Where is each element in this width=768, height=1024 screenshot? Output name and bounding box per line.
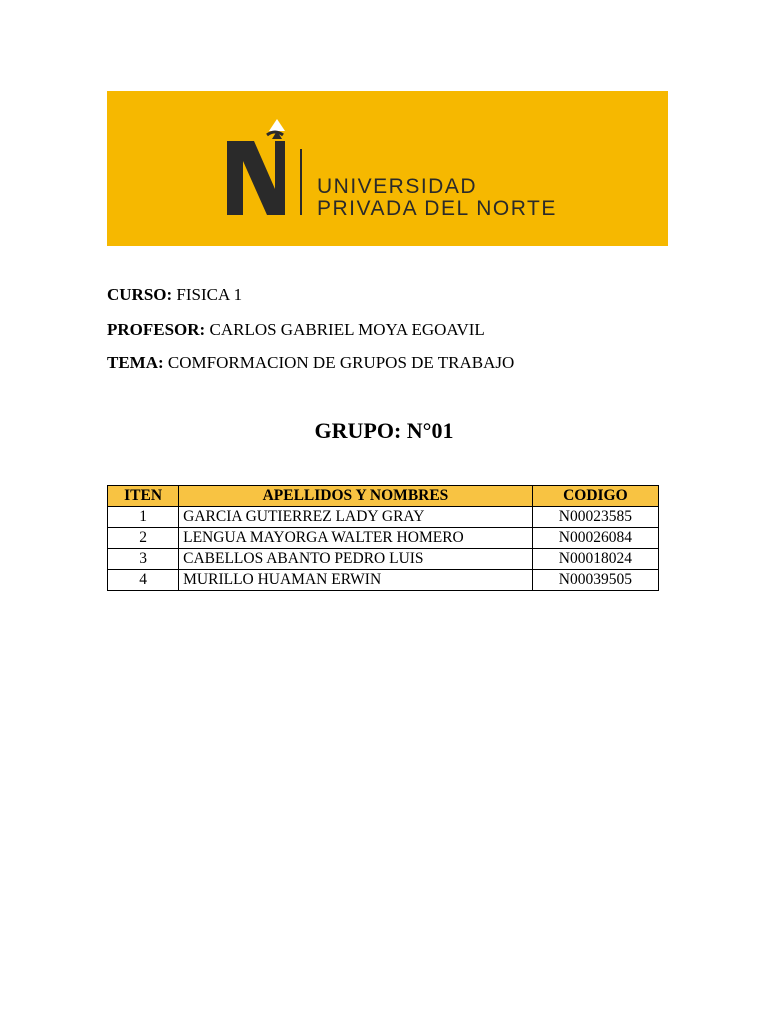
table-row	[108, 549, 659, 570]
header-code: CODIGO	[532, 486, 658, 507]
table-row	[108, 528, 659, 549]
logo-separator	[300, 149, 302, 215]
course-label: CURSO:	[107, 285, 173, 304]
topic-label: TEMA:	[107, 353, 164, 372]
row-item: 2	[108, 528, 179, 549]
professor-value: CARLOS GABRIEL MOYA EGOAVIL	[209, 320, 485, 339]
topic-line	[107, 353, 514, 373]
table-row	[108, 507, 659, 528]
topic-value: COMFORMACION DE GRUPOS DE TRABAJO	[167, 353, 515, 372]
row-code: N00026084	[532, 528, 658, 549]
upn-logo-icon	[107, 91, 668, 246]
table-row	[108, 570, 659, 591]
row-name: MURILLO HUAMAN ERWIN	[179, 570, 533, 591]
row-item: 4	[108, 570, 179, 591]
header-item: ITEN	[108, 486, 179, 507]
logo-n-glyph	[227, 141, 285, 215]
logo-triangle-icon	[269, 119, 285, 131]
course-value: FISICA 1	[176, 285, 243, 304]
logo-text-line1: UNIVERSIDAD	[317, 175, 478, 198]
row-item: 1	[108, 507, 179, 528]
row-name: CABELLOS ABANTO PEDRO LUIS	[179, 549, 533, 570]
group-members-table	[107, 485, 659, 591]
row-code: N00018024	[532, 549, 658, 570]
row-code: N00023585	[532, 507, 658, 528]
table-header-row	[108, 486, 659, 507]
group-title: GRUPO: N°01	[314, 418, 454, 443]
course-line	[107, 285, 242, 305]
row-item: 3	[108, 549, 179, 570]
university-banner	[107, 91, 668, 246]
header-name: APELLIDOS Y NOMBRES	[179, 486, 533, 507]
professor-line	[107, 320, 485, 340]
row-name: GARCIA GUTIERREZ LADY GRAY	[179, 507, 533, 528]
row-name: LENGUA MAYORGA WALTER HOMERO	[179, 528, 533, 549]
professor-label: PROFESOR:	[107, 320, 206, 339]
logo-text-line2: PRIVADA DEL NORTE	[317, 197, 557, 220]
row-code: N00039505	[532, 570, 658, 591]
